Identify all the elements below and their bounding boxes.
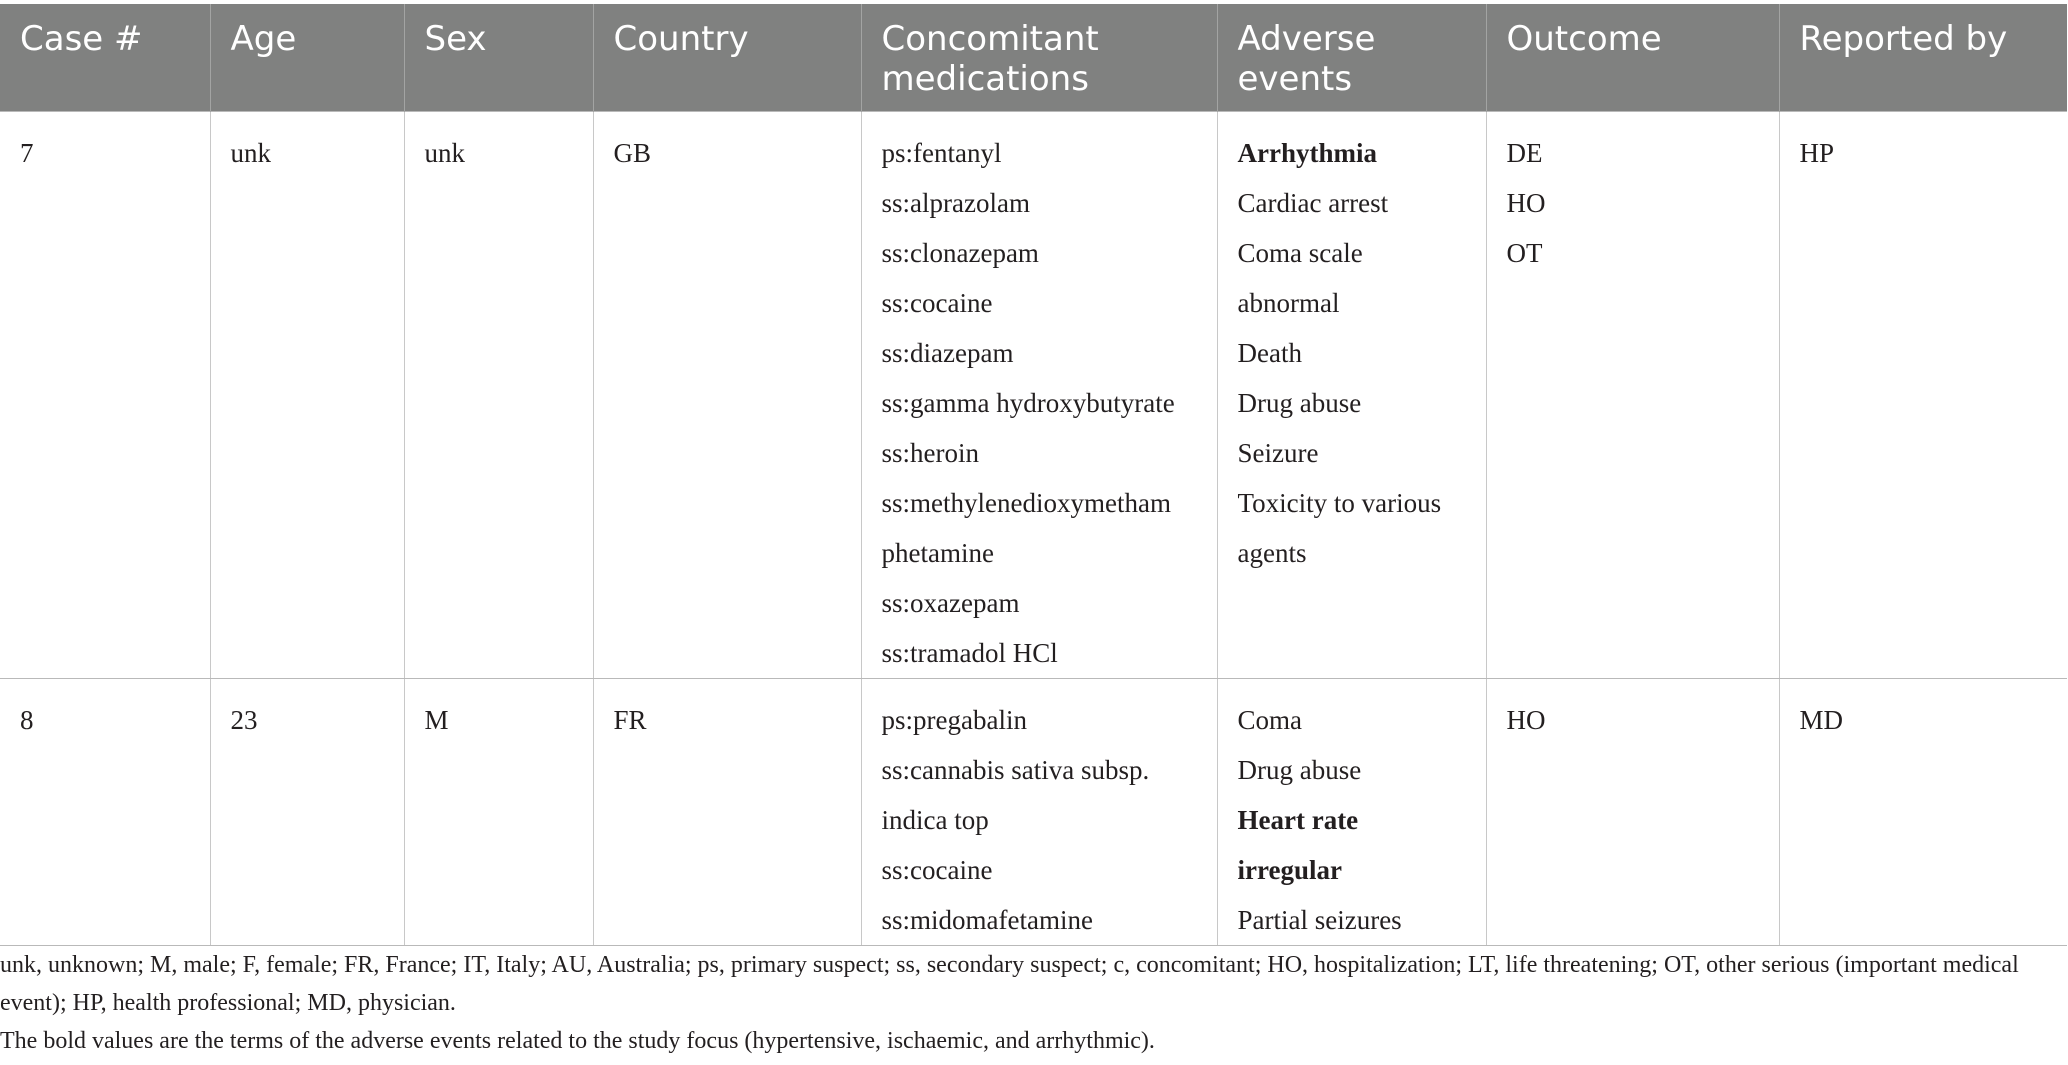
medication-item: indica top <box>881 805 989 835</box>
medication-item: ps:fentanyl <box>881 138 1002 168</box>
footnote-bold-note: The bold values are the terms of the adverse events related to the study focus (hypertensive, ischaemic, and arrhythmic). <box>0 1028 1155 1054</box>
adverse-event-item: Cardiac arrest <box>1237 188 1389 218</box>
outcome-item: OT <box>1506 238 1543 268</box>
footnote-abbreviations: unk, unknown; M, male; F, female; FR, France; IT, Italy; AU, Australia; ps, primary suspect; ss, secondary suspect; c, concomitant; HO, hospitalization; LT, life threatening; OT, other serious (important medical event); HP, health professional; MD, physician. <box>0 952 2019 1016</box>
adverse-event-item: Heart rate <box>1237 805 1359 835</box>
medication-item: ss:tramadol HCl <box>881 638 1058 668</box>
medication-item: ps:pregabalin <box>881 705 1027 735</box>
outcome-item: DE <box>1506 138 1543 168</box>
table-row <box>0 112 2067 679</box>
medication-item: ss:clonazepam <box>881 238 1039 268</box>
cell-reported-by: MD <box>1779 679 2067 946</box>
header-country: Country <box>593 4 861 112</box>
cell-outcome <box>1486 112 1779 679</box>
adverse-event-item: Toxicity to various <box>1237 488 1442 518</box>
medication-item: ss:methylenedioxymetham <box>881 488 1171 518</box>
medication-item: ss:midomafetamine <box>881 905 1093 935</box>
adverse-event-item: Drug abuse <box>1237 388 1362 418</box>
cell-outcome <box>1486 679 1779 946</box>
adverse-event-item: Coma <box>1237 705 1302 735</box>
table-footnotes <box>0 946 2060 1060</box>
cell-age: 23 <box>210 679 404 946</box>
header-adverse-events: Adverse events <box>1217 4 1486 112</box>
header-outcome: Outcome <box>1486 4 1779 112</box>
adverse-event-item: irregular <box>1237 855 1342 885</box>
header-age: Age <box>210 4 404 112</box>
cell-age: unk <box>210 112 404 679</box>
cell-case: 7 <box>0 112 210 679</box>
adverse-event-item: agents <box>1237 538 1307 568</box>
cell-reported-by: HP <box>1779 112 2067 679</box>
adverse-event-item: Partial seizures <box>1237 905 1402 935</box>
medication-item: ss:cocaine <box>881 288 993 318</box>
medication-item: phetamine <box>881 538 994 568</box>
header-case: Case # <box>0 4 210 112</box>
cell-country: GB <box>593 112 861 679</box>
adverse-event-item: Arrhythmia <box>1237 138 1377 168</box>
cell-adverse-events <box>1217 112 1486 679</box>
table-row <box>0 679 2067 946</box>
adverse-events-table <box>0 4 2067 946</box>
header-row <box>0 4 2067 112</box>
adverse-event-item: Drug abuse <box>1237 755 1362 785</box>
medication-item: ss:diazepam <box>881 338 1014 368</box>
adverse-event-item: Seizure <box>1237 438 1319 468</box>
cell-sex: unk <box>404 112 593 679</box>
adverse-event-item: abnormal <box>1237 288 1340 318</box>
medication-item: ss:gamma hydroxybutyrate <box>881 388 1175 418</box>
cell-adverse-events <box>1217 679 1486 946</box>
adverse-event-item: Coma scale <box>1237 238 1363 268</box>
medication-item: ss:oxazepam <box>881 588 1020 618</box>
cell-country: FR <box>593 679 861 946</box>
outcome-item: HO <box>1506 188 1546 218</box>
header-sex: Sex <box>404 4 593 112</box>
cell-sex: M <box>404 679 593 946</box>
cell-case: 8 <box>0 679 210 946</box>
outcome-item: HO <box>1506 705 1546 735</box>
medication-item: ss:heroin <box>881 438 979 468</box>
cell-medications <box>861 679 1217 946</box>
cell-medications <box>861 112 1217 679</box>
medication-item: ss:alprazolam <box>881 188 1030 218</box>
medication-item: ss:cocaine <box>881 855 993 885</box>
medication-item: ss:cannabis sativa subsp. <box>881 755 1150 785</box>
header-reported-by: Reported by <box>1779 4 2067 112</box>
header-concomitant-medications: Concomitant medications <box>861 4 1217 112</box>
adverse-event-item: Death <box>1237 338 1302 368</box>
